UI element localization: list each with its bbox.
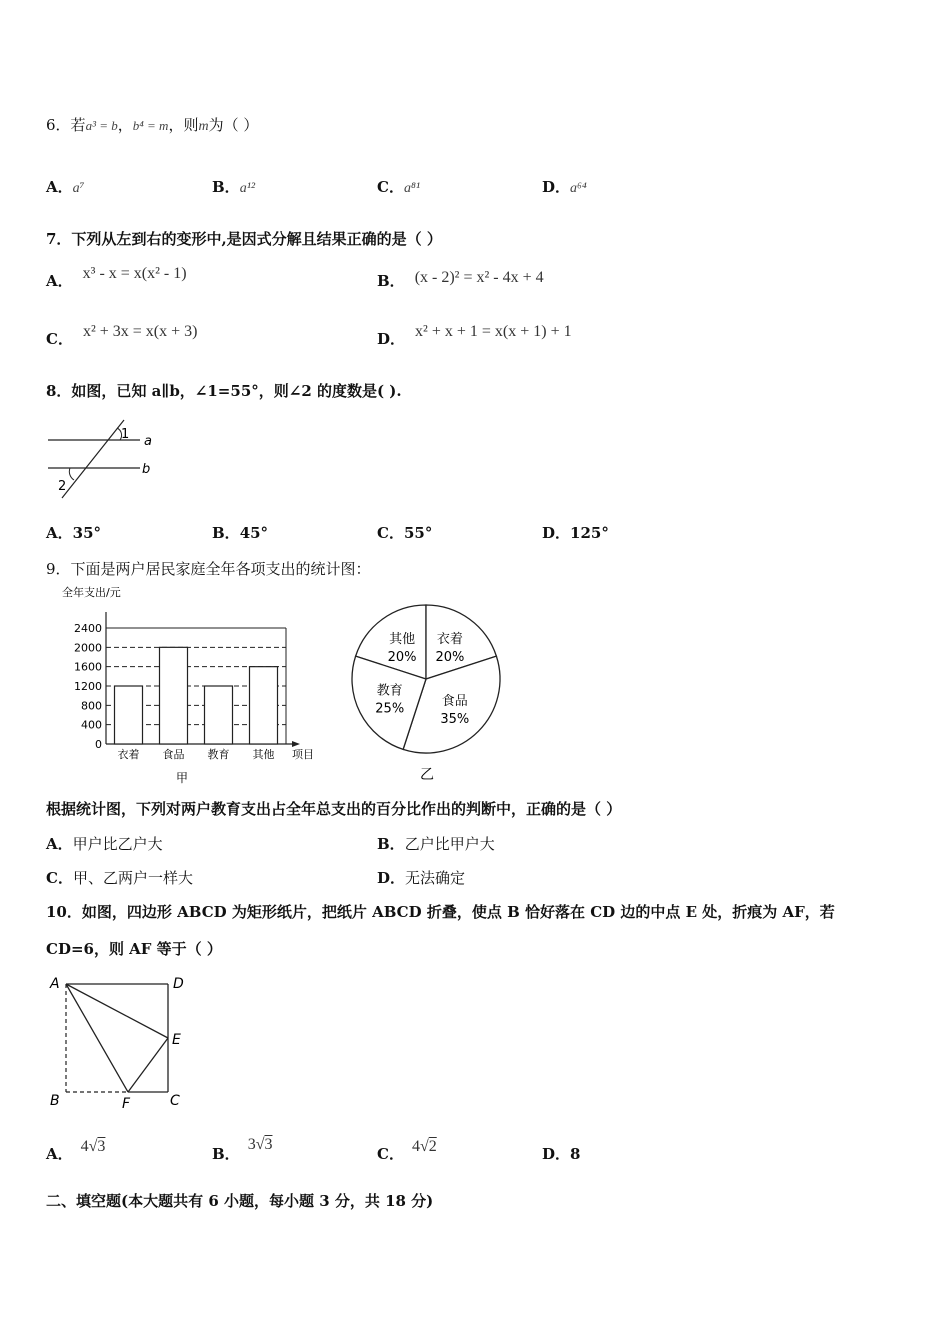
pie-slice-percent: 25% xyxy=(375,701,405,717)
q9-option-a-value: 甲户比乙户大 xyxy=(72,835,163,853)
bar-chart-jia xyxy=(46,584,336,788)
q6-sep: ， xyxy=(117,116,133,134)
bar-category-label: 食品 xyxy=(162,748,185,761)
q9-option-a[interactable]: A．甲户比乙户大 xyxy=(46,835,163,853)
q7-option-c-value: x² + 3x = x(x + 3) xyxy=(82,323,198,340)
pie-slice-percent: 20% xyxy=(387,650,417,666)
q8-option-a[interactable]: A．35° xyxy=(46,524,102,542)
q6-post: 为（ ） xyxy=(208,116,259,134)
q6-option-c[interactable]: C．a⁸¹ xyxy=(377,178,421,196)
pie-slice-percent: 35% xyxy=(440,711,470,727)
q8-figure xyxy=(44,418,164,502)
q8-option-d[interactable]: D．125° xyxy=(542,524,609,542)
q7-option-a-value: x³ - x = x(x² - 1) xyxy=(82,265,187,282)
q10-option-c-value: 4√2 xyxy=(411,1138,437,1155)
q6-stem xyxy=(46,114,258,135)
bar-3 xyxy=(205,686,233,744)
q6-option-b-value: a¹² xyxy=(239,181,256,196)
q10-option-b-value: 3√3 xyxy=(247,1136,273,1153)
label-b: b xyxy=(142,462,151,477)
bar-ytick-label: 400 xyxy=(81,718,102,732)
q10-stem-line1: 10．如图，四边形 ABCD 为矩形纸片，把纸片 ABCD 折叠，使点 B 恰好落在 CD 边的中点 E 处，折痕为 AF，若 xyxy=(46,903,835,921)
pie-slice-name: 食品 xyxy=(441,693,468,709)
segment-fe xyxy=(128,1038,168,1092)
bar-category-label: 其他 xyxy=(252,748,275,761)
label-B: B xyxy=(50,1093,60,1109)
q9-option-b[interactable]: B．乙户比甲户大 xyxy=(377,835,495,853)
q6-text: 若 xyxy=(70,116,86,134)
q8-option-b[interactable]: B．45° xyxy=(212,524,269,542)
bar-title: 甲 xyxy=(176,771,189,785)
bar-4 xyxy=(250,667,278,744)
q8-stem: 8．如图，已知 a∥b，∠1=55°，则∠2 的度数是( ). xyxy=(46,382,402,400)
q7-option-b-value: (x - 2)² = x² - 4x + 4 xyxy=(414,269,544,286)
pie-slice-name: 衣着 xyxy=(436,632,463,648)
q8-option-d-value: 125° xyxy=(570,524,609,542)
bar-2 xyxy=(160,647,188,744)
q6-expr2: b⁴ = m xyxy=(132,118,169,133)
pie-slice-name: 教育 xyxy=(376,683,403,699)
q8-option-c-value: 55° xyxy=(403,524,433,542)
angle2-arc xyxy=(69,468,74,480)
q6-expr1: a³ = b xyxy=(85,118,118,133)
q7-stem: 7．下列从左到右的变形中,是因式分解且结果正确的是（ ） xyxy=(46,230,442,248)
q6-option-d-value: a⁶⁴ xyxy=(570,181,587,196)
q7-option-d[interactable]: D． x² + x + 1 = x(x + 1) + 1 xyxy=(377,323,572,348)
bar-1 xyxy=(115,686,143,744)
pie-chart-yi xyxy=(348,595,508,785)
label-F: F xyxy=(122,1096,131,1112)
q6-option-b[interactable]: B．a¹² xyxy=(212,178,256,196)
q9-option-b-value: 乙户比甲户大 xyxy=(404,835,495,853)
label-D: D xyxy=(173,976,184,992)
bar-ytick-label: 2400 xyxy=(74,622,102,635)
bar-xaxis-arrow xyxy=(292,741,300,747)
label-A: A xyxy=(50,976,60,992)
q9-stem: 9．下面是两户居民家庭全年各项支出的统计图： xyxy=(46,560,371,578)
pie-title: 乙 xyxy=(420,767,434,783)
q7-option-c[interactable]: C． x² + 3x = x(x + 3) xyxy=(46,323,198,348)
q6-number: 6． xyxy=(46,116,71,134)
label-E: E xyxy=(172,1032,181,1048)
q10-option-a-value: 4√3 xyxy=(80,1138,106,1155)
q10-option-c[interactable]: C． 4√2 xyxy=(377,1138,437,1163)
section2-heading: 二、填空题(本大题共有 6 小题，每小题 3 分，共 18 分) xyxy=(46,1192,434,1210)
q7-option-a[interactable]: A． x³ - x = x(x² - 1) xyxy=(46,265,187,290)
label-a: a xyxy=(144,434,152,449)
q10-option-d[interactable]: D．8 xyxy=(542,1145,581,1163)
bar-ytick-label: 800 xyxy=(81,699,102,713)
q8-option-b-value: 45° xyxy=(239,524,269,542)
q9-option-c[interactable]: C．甲、乙两户一样大 xyxy=(46,869,193,887)
pie-slice-name: 其他 xyxy=(389,632,416,648)
q6-option-c-value: a⁸¹ xyxy=(403,181,421,196)
q7-option-b[interactable]: B． (x - 2)² = x² - 4x + 4 xyxy=(377,269,544,290)
q7-option-d-value: x² + x + 1 = x(x + 1) + 1 xyxy=(415,323,572,340)
q6-option-a-value: a⁷ xyxy=(72,181,85,196)
bar-xlabel: 项目 xyxy=(292,748,314,761)
bar-ylabel: 全年支出/元 xyxy=(62,586,121,599)
pie-slice-percent: 20% xyxy=(435,650,465,666)
bar-category-label: 教育 xyxy=(207,748,230,761)
bar-ytick-label: 2000 xyxy=(74,641,102,655)
q9-option-c-value: 甲、乙两户一样大 xyxy=(72,869,193,887)
q8-option-a-value: 35° xyxy=(72,524,102,542)
label-angle2: 2 xyxy=(58,479,67,494)
q10-option-a[interactable]: A． 4√3 xyxy=(46,1138,106,1163)
q6-option-d[interactable]: D．a⁶⁴ xyxy=(542,178,587,196)
label-angle1: 1 xyxy=(121,427,130,442)
q8-option-c[interactable]: C．55° xyxy=(377,524,433,542)
q10-stem-line2: CD=6，则 AF 等于（ ） xyxy=(46,940,222,958)
q9-question: 根据统计图，下列对两户教育支出占全年总支出的百分比作出的判断中，正确的是（ ） xyxy=(46,800,622,818)
bar-ytick-label: 1600 xyxy=(74,660,102,674)
q6-var: m xyxy=(198,119,209,134)
q10-option-d-value: 8 xyxy=(570,1145,581,1163)
transversal xyxy=(62,420,124,498)
q9-option-d-value: 无法确定 xyxy=(405,869,466,887)
q10-option-b[interactable]: B．3√3 xyxy=(212,1136,273,1163)
bar-category-label: 衣着 xyxy=(117,748,140,761)
bar-ytick-label: 1200 xyxy=(74,680,102,693)
label-C: C xyxy=(170,1093,180,1109)
bar-ytick-label: 0 xyxy=(95,738,102,751)
q10-figure xyxy=(46,972,196,1112)
q9-option-d[interactable]: D．无法确定 xyxy=(377,869,466,887)
q6-option-a[interactable]: A．a⁷ xyxy=(46,178,85,196)
q6-mid: ，则 xyxy=(168,116,199,134)
